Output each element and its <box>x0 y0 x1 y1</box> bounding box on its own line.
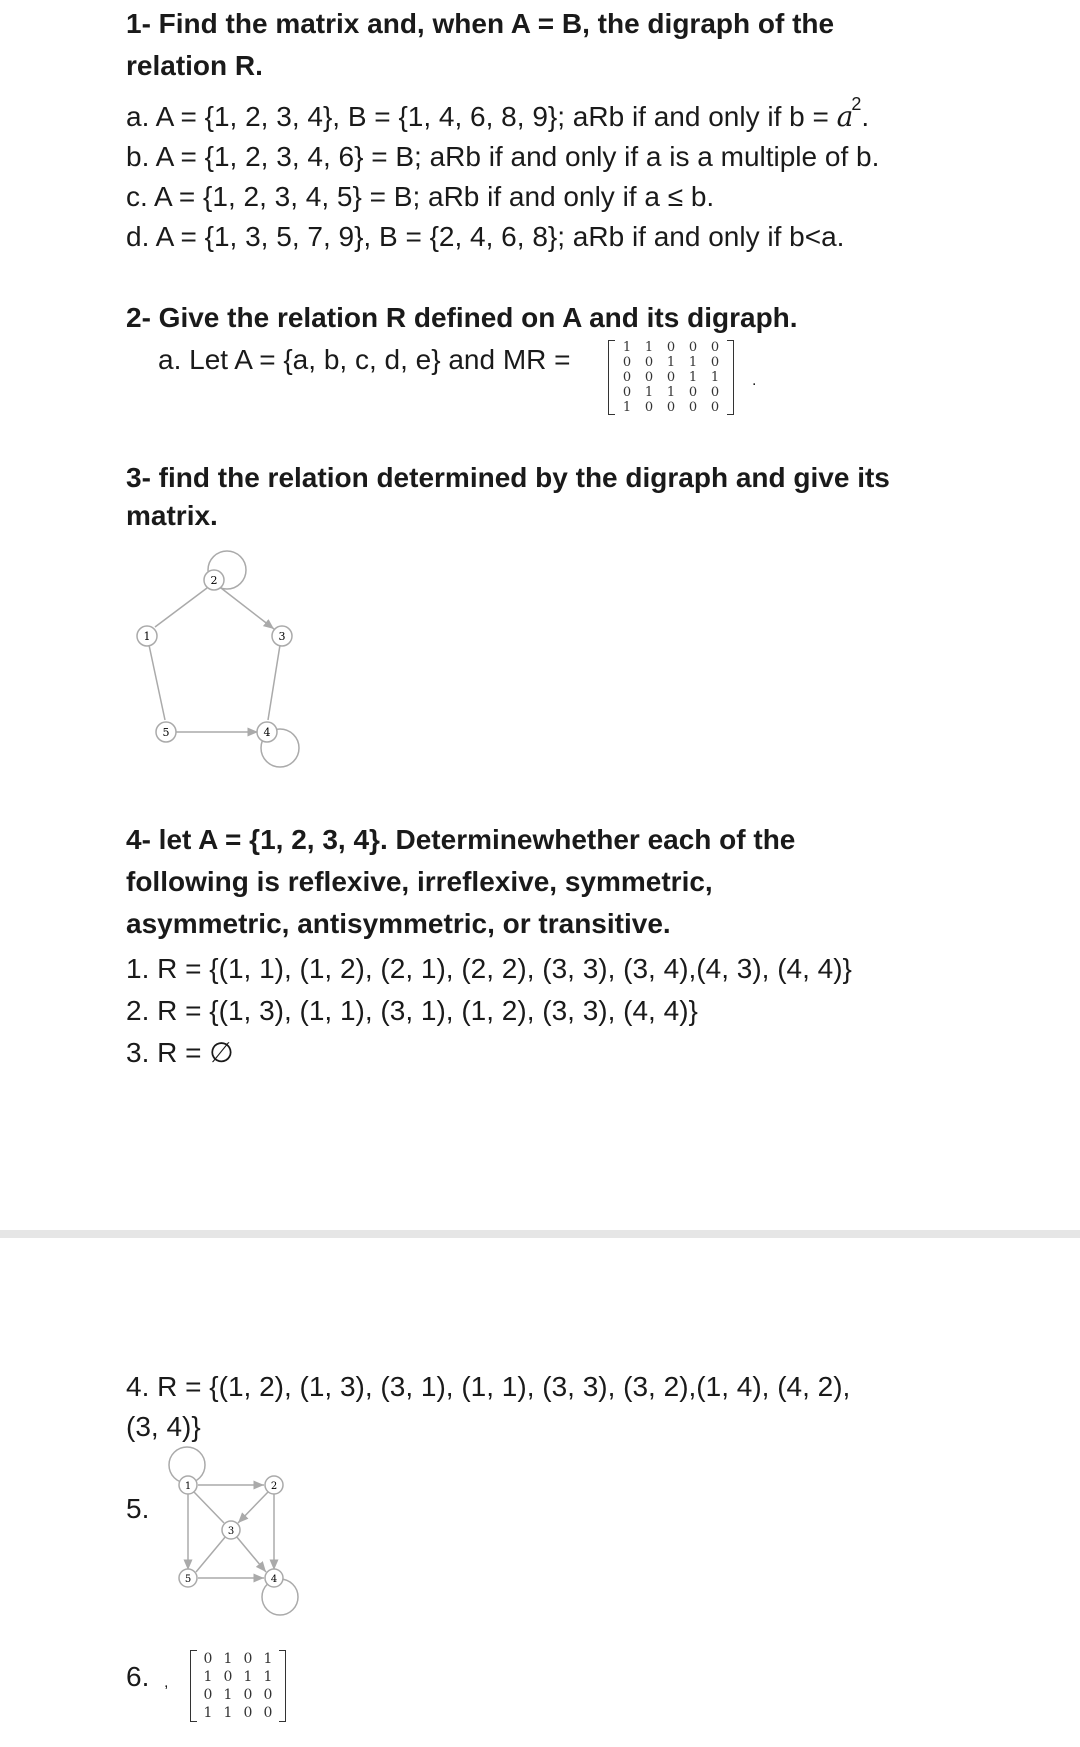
q3-node-3 <box>272 626 292 646</box>
item5-edge-3-4 <box>236 1536 266 1572</box>
matrix-cell: 0 <box>243 1687 253 1703</box>
item5-edge-3-5 <box>196 1536 226 1572</box>
q1-item-a-exponent: 2 <box>851 94 862 114</box>
matrix-cell: 0 <box>243 1705 253 1721</box>
page-divider <box>0 1230 1080 1238</box>
q2-heading: 2- Give the relation R defined on A and its digraph. <box>126 302 798 333</box>
q3-node-2-label: 2 <box>210 574 218 587</box>
q1-heading-line2: relation R. <box>126 50 263 81</box>
matrix-cell: 1 <box>644 385 654 400</box>
matrix-cell: 0 <box>710 385 720 400</box>
item5-edge-2-3 <box>238 1492 268 1523</box>
matrix-cell: 0 <box>622 355 632 370</box>
matrix-cell: 1 <box>263 1651 273 1667</box>
matrix-cell: 1 <box>243 1669 253 1685</box>
matrix-row <box>198 1686 278 1704</box>
item5-edge-1-3 <box>194 1492 224 1523</box>
q4-item-5-digraph <box>160 1440 310 1620</box>
q3-edge-1-5 <box>149 645 165 720</box>
matrix-cell: 1 <box>688 370 698 385</box>
matrix-row <box>616 400 726 415</box>
matrix-cell: 0 <box>688 385 698 400</box>
matrix-cell: 0 <box>666 370 676 385</box>
q1-heading-line1: 1- Find the matrix and, when A = B, the digraph of the <box>126 8 835 39</box>
matrix-cell: 0 <box>243 1651 253 1667</box>
matrix-cell: 0 <box>688 400 698 415</box>
matrix-cell: 0 <box>263 1687 273 1703</box>
q3-edge-2-3 <box>221 588 274 629</box>
q3-node-2 <box>204 570 224 590</box>
q3-node-5-label: 5 <box>162 726 170 739</box>
matrix-right-bracket <box>279 1650 286 1722</box>
q3-node-4-label: 4 <box>263 726 271 739</box>
matrix-cell: 1 <box>688 355 698 370</box>
q4-item-4-line1: 4. R = {(1, 2), (1, 3), (3, 1), (1, 1), (3, 3), (3, 2),(1, 4), (4, 2), <box>126 1371 851 1402</box>
matrix-cell: 1 <box>622 340 632 355</box>
q1-item-c: c. A = {1, 2, 3, 4, 5} = B; aRb if and only if a ≤ b. <box>126 181 715 212</box>
matrix-cell: 1 <box>203 1669 213 1685</box>
matrix-cell: 1 <box>622 400 632 415</box>
matrix-left-bracket <box>190 1650 197 1722</box>
q1-item-a-end: . <box>861 101 870 132</box>
matrix-cell: 0 <box>710 355 720 370</box>
matrix-cell: 0 <box>666 340 676 355</box>
matrix-row <box>616 385 726 400</box>
q4-item-5-label: 5. <box>126 1493 150 1524</box>
q4-item-6-label: 6. <box>126 1661 150 1692</box>
matrix-cell: 0 <box>666 400 676 415</box>
matrix-left-bracket <box>608 340 615 415</box>
item5-node-1-label: 1 <box>184 1481 192 1492</box>
q4-item-6-mark: , <box>164 1674 169 1691</box>
matrix-cell: 1 <box>203 1705 213 1721</box>
q4-item-2: 2. R = {(1, 3), (1, 1), (3, 1), (1, 2), (3, 3), (4, 4)} <box>126 995 698 1026</box>
q4-item-6-matrix <box>198 1650 278 1722</box>
q2-relation-matrix <box>616 340 726 415</box>
matrix-cell: 0 <box>203 1687 213 1703</box>
q1-item-a-var: a <box>836 100 854 133</box>
item5-node-5-label: 5 <box>184 1574 192 1585</box>
matrix-cell: 0 <box>644 370 654 385</box>
matrix-cell: 0 <box>203 1651 213 1667</box>
matrix-cell: 0 <box>622 385 632 400</box>
matrix-row <box>198 1704 278 1722</box>
matrix-row <box>616 340 726 355</box>
q3-node-1 <box>137 626 157 646</box>
matrix-cell: 1 <box>644 340 654 355</box>
q3-node-3-label: 3 <box>278 630 286 643</box>
matrix-cell: 0 <box>223 1669 233 1685</box>
matrix-cell: 1 <box>223 1705 233 1721</box>
matrix-right-bracket <box>727 340 734 415</box>
item5-node-5 <box>179 1569 197 1587</box>
q2-item-a-text: a. Let A = {a, b, c, d, e} and MR = <box>158 344 571 375</box>
matrix-cell: 0 <box>263 1705 273 1721</box>
matrix-cell: 1 <box>710 370 720 385</box>
item5-node-2 <box>265 1476 283 1494</box>
matrix-row <box>616 370 726 385</box>
matrix-cell: 0 <box>644 400 654 415</box>
q4-item-1: 1. R = {(1, 1), (1, 2), (2, 1), (2, 2), (3, 3), (3, 4),(4, 3), (4, 4)} <box>126 953 852 984</box>
matrix-cell: 1 <box>666 355 676 370</box>
q4-heading-line1: 4- let A = {1, 2, 3, 4}. Determinewhether each of the <box>126 824 796 855</box>
matrix-cell: 1 <box>263 1669 273 1685</box>
q4-item-4-line2: (3, 4)} <box>126 1411 201 1442</box>
item5-node-3-label: 3 <box>227 1526 235 1537</box>
q3-heading-line2: matrix. <box>126 500 218 531</box>
item5-node-4 <box>265 1569 283 1587</box>
matrix-cell: 0 <box>710 400 720 415</box>
q3-node-5 <box>156 722 176 742</box>
matrix-cell: 1 <box>223 1687 233 1703</box>
q1-item-b: b. A = {1, 2, 3, 4, 6} = B; aRb if and only if a is a multiple of b. <box>126 141 880 172</box>
q3-heading-line1: 3- find the relation determined by the digraph and give its <box>126 462 890 493</box>
item5-node-1 <box>179 1476 197 1494</box>
matrix-cell: 0 <box>710 340 720 355</box>
q4-heading-line3: asymmetric, antisymmetric, or transitive. <box>126 908 671 939</box>
matrix-row <box>198 1668 278 1686</box>
q1-item-d: d. A = {1, 3, 5, 7, 9}, B = {2, 4, 6, 8}; aRb if and only if b<a. <box>126 221 845 252</box>
q1-item-a <box>126 94 870 139</box>
q3-node-4 <box>257 722 277 742</box>
item5-node-4-label: 4 <box>270 1574 278 1585</box>
q1-item-a-text: a. A = {1, 2, 3, 4}, B = {1, 4, 6, 8, 9}; aRb if and only if b = <box>126 101 837 132</box>
q4-heading-line2: following is reflexive, irreflexive, symmetric, <box>126 866 713 897</box>
q2-matrix-end: . <box>752 372 757 389</box>
matrix-cell: 1 <box>666 385 676 400</box>
item5-node-3 <box>222 1521 240 1539</box>
q4-item-3: 3. R = ∅ <box>126 1037 234 1068</box>
matrix-cell: 0 <box>644 355 654 370</box>
matrix-cell: 0 <box>688 340 698 355</box>
item5-node-2-label: 2 <box>270 1481 278 1492</box>
q3-edge-3-4 <box>268 645 280 720</box>
matrix-cell: 0 <box>622 370 632 385</box>
matrix-row <box>198 1650 278 1668</box>
q3-node-1-label: 1 <box>143 630 151 643</box>
q3-edge-2-1 <box>155 588 207 627</box>
matrix-cell: 1 <box>223 1651 233 1667</box>
q3-digraph <box>120 540 320 770</box>
matrix-row <box>616 355 726 370</box>
